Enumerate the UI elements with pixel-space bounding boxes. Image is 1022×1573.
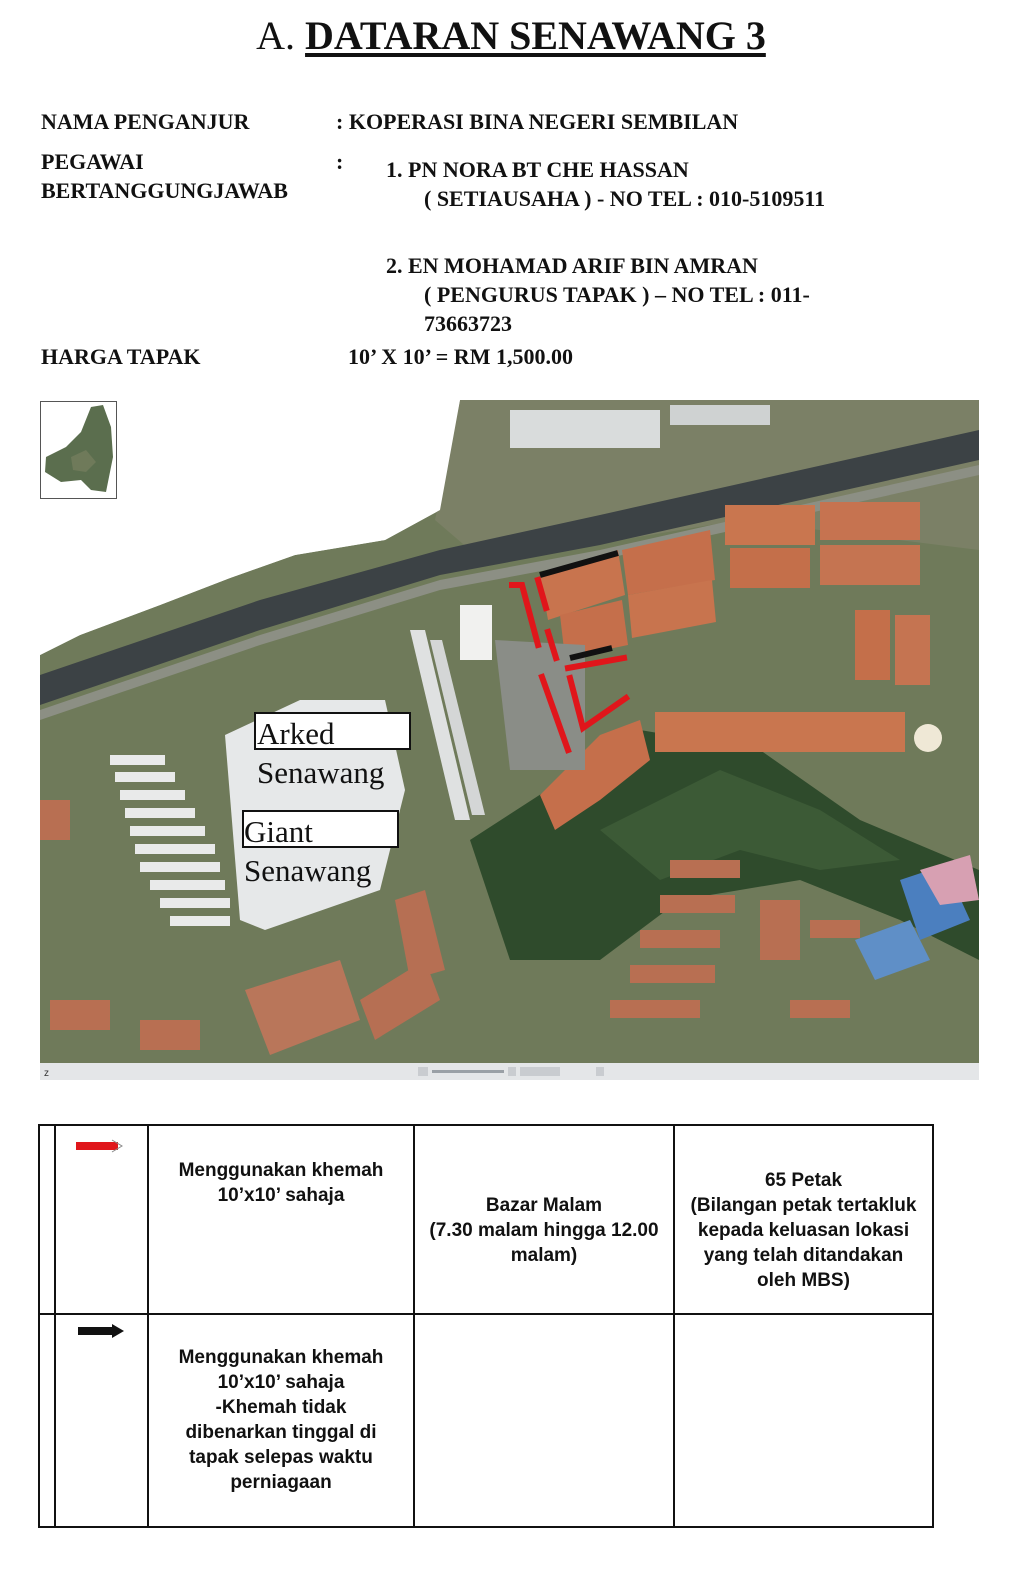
legend-red-lots-line5: oleh MBS) bbox=[757, 1270, 850, 1291]
officer-label-line2: BERTANGGUNGJAWAB bbox=[41, 178, 288, 203]
giant-label-line1: Giant bbox=[244, 814, 313, 849]
arked-label-line1: Arked bbox=[257, 716, 335, 751]
page-title bbox=[0, 12, 1022, 59]
legend-black-desc-line1: Menggunakan khemah bbox=[178, 1347, 384, 1368]
legend-black-desc-line6: perniagaan bbox=[230, 1472, 332, 1493]
inset-map-image bbox=[41, 402, 116, 498]
legend-row-black bbox=[39, 1314, 933, 1527]
legend-red-type-line2: (7.30 malam hingga 12.00 bbox=[429, 1220, 659, 1241]
legend-red-lots-line2: (Bilangan petak tertakluk bbox=[690, 1195, 917, 1216]
legend-red-type-cell bbox=[414, 1125, 674, 1314]
aerial-map bbox=[40, 400, 979, 1080]
legend-row-red bbox=[39, 1125, 933, 1314]
legend-red-desc-line2: 10’x10’ sahaja bbox=[217, 1185, 345, 1206]
officer2-name: 2. EN MOHAMAD ARIF BIN AMRAN bbox=[386, 253, 758, 278]
title-main: DATARAN SENAWANG 3 bbox=[305, 13, 766, 58]
legend-black-type-cell bbox=[414, 1314, 674, 1527]
legend-black-desc-line2: 10’x10’ sahaja bbox=[217, 1372, 345, 1393]
arked-label-line2: Senawang bbox=[257, 755, 385, 790]
legend-red-type-line3: malam) bbox=[510, 1245, 578, 1266]
officer2-detail-line2: 73663723 bbox=[424, 311, 512, 336]
officer1-detail: ( SETIAUSAHA ) - NO TEL : 010-5109511 bbox=[424, 186, 826, 211]
organizer-label: NAMA PENGANJUR bbox=[41, 109, 250, 134]
price-value: 10’ X 10’ = RM 1,500.00 bbox=[348, 344, 573, 369]
legend-red-desc-cell bbox=[148, 1125, 414, 1314]
legend-red-marker-cell bbox=[39, 1125, 148, 1314]
legend-red-lots-line3: kepada keluasan lokasi bbox=[697, 1220, 910, 1241]
giant-label-line2: Senawang bbox=[244, 853, 372, 888]
legend-black-desc-cell bbox=[148, 1314, 414, 1527]
legend-red-type-line1: Bazar Malam bbox=[485, 1195, 603, 1216]
price-label: HARGA TAPAK bbox=[41, 344, 201, 369]
officer1-name: 1. PN NORA BT CHE HASSAN bbox=[386, 157, 689, 182]
legend-black-marker-cell bbox=[39, 1314, 148, 1527]
officer2-detail-line1: ( PENGURUS TAPAK ) – NO TEL : 011- bbox=[424, 282, 810, 307]
legend-red-lots-line1: 65 Petak bbox=[764, 1170, 843, 1191]
legend-red-desc-line1: Menggunakan khemah bbox=[178, 1160, 384, 1181]
legend-table bbox=[38, 1124, 934, 1528]
officer-label-line1: PEGAWAI bbox=[41, 149, 144, 174]
title-prefix: A. bbox=[256, 13, 296, 58]
map-toolbar-label: z bbox=[44, 1068, 49, 1079]
inset-map bbox=[40, 401, 117, 499]
legend-black-lots-cell bbox=[674, 1314, 933, 1527]
legend-black-desc-line5: tapak selepas waktu bbox=[189, 1447, 373, 1468]
black-arrow-icon bbox=[74, 1319, 134, 1349]
aerial-map-image bbox=[40, 400, 979, 1080]
legend-red-lots-cell bbox=[674, 1125, 933, 1314]
legend-black-desc-line3: -Khemah tidak bbox=[215, 1397, 347, 1418]
officer-colon: : bbox=[336, 149, 344, 174]
red-arrow-icon bbox=[72, 1134, 132, 1164]
legend-black-desc-line4: dibenarkan tinggal di bbox=[185, 1422, 377, 1443]
organizer-value: : KOPERASI BINA NEGERI SEMBILAN bbox=[336, 109, 739, 134]
legend-red-lots-line4: yang telah ditandakan bbox=[703, 1245, 904, 1266]
